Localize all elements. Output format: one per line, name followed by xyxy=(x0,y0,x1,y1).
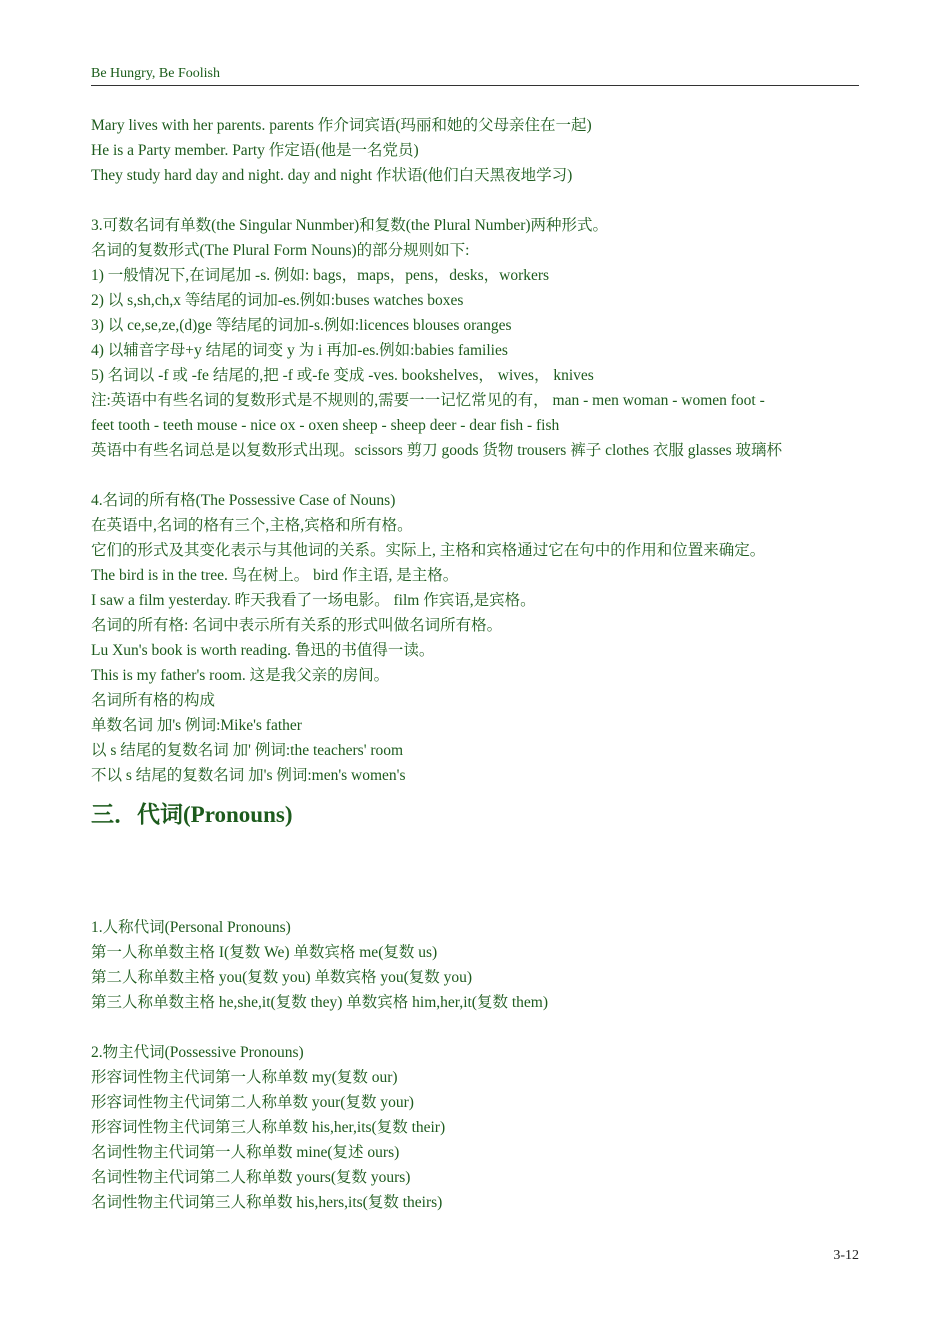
text-line: 名词的复数形式(The Plural Form Nouns)的部分规则如下: xyxy=(91,242,470,259)
section-possessive-pronouns xyxy=(91,1040,861,1215)
section-personal-pronouns xyxy=(91,915,861,1015)
text-line: Mary lives with her parents. parents 作介词宾语(玛丽和她的父母亲住在一起) xyxy=(91,117,592,134)
text-line: 第一人称单数主格 I(复数 We) 单数宾格 me(复数 us) xyxy=(91,944,438,961)
text-line: This is my father's room. 这是我父亲的房间。 xyxy=(91,667,390,684)
blank-line xyxy=(91,463,861,488)
text-line: 第三人称单数主格 he,she,it(复数 they) 单数宾格 him,her,it(复数 them) xyxy=(91,994,549,1011)
text-line: feet tooth - teeth mouse - nice ox - oxen sheep - sheep deer - dear fish - fish xyxy=(91,417,560,434)
text-line: 4) 以辅音字母+y 结尾的词变 y 为 i 再加-es.例如:babies families xyxy=(91,342,508,359)
text-line: 第二人称单数主格 you(复数 you) 单数宾格 you(复数 you) xyxy=(91,969,473,986)
text-line: 名词的所有格: 名词中表示所有关系的形式叫做名词所有格。 xyxy=(91,617,503,634)
text-line: 名词所有格的构成 xyxy=(91,692,216,709)
text-line: 以 s 结尾的复数名词 加' 例词:the teachers' room xyxy=(91,742,404,759)
text-line: 单数名词 加's 例词:Mike's father xyxy=(91,717,302,734)
text-line: I saw a film yesterday. 昨天我看了一场电影。 film 作宾语,是宾格。 xyxy=(91,592,536,609)
text-line: 2) 以 s,sh,ch,x 等结尾的词加-es.例如:buses watches boxes xyxy=(91,292,464,309)
spacer xyxy=(91,840,861,915)
text-line: 1) 一般情况下,在词尾加 -s. 例如: bags，maps，pens，desks，workers xyxy=(91,267,550,284)
text-line: 4.名词的所有格(The Possessive Case of Nouns) xyxy=(91,492,396,509)
text-line: 形容词性物主代词第一人称单数 my(复数 our) xyxy=(91,1069,398,1086)
page-number: 3-12 xyxy=(833,1248,859,1263)
text-line: The bird is in the tree. 鸟在树上。 bird 作主语, 是主格。 xyxy=(91,567,459,584)
text-line: 它们的形式及其变化表示与其他词的关系。实际上, 主格和宾格通过它在句中的作用和位置来确定。 xyxy=(91,542,766,559)
section-possessive-case xyxy=(91,488,861,788)
text-line: 不以 s 结尾的复数名词 加's 例词:men's women's xyxy=(91,767,406,784)
text-line: Lu Xun's book is worth reading. 鲁迅的书值得一读。 xyxy=(91,642,435,659)
text-line: 5) 名词以 -f 或 -fe 结尾的,把 -f 或-fe 变成 -ves. bookshelves， wives， knives xyxy=(91,367,594,384)
text-line: 名词性物主代词第一人称单数 mine(复述 ours) xyxy=(91,1144,400,1161)
blank-line xyxy=(91,1015,861,1040)
text-line: 形容词性物主代词第二人称单数 your(复数 your) xyxy=(91,1094,414,1111)
text-line: They study hard day and night. day and night 作状语(他们白天黑夜地学习) xyxy=(91,167,573,184)
text-line: 英语中有些名词总是以复数形式出现。scissors 剪刀 goods 货物 trousers 裤子 clothes 衣服 glasses 玻璃杯 xyxy=(91,442,783,459)
text-line: 名词性物主代词第二人称单数 yours(复数 yours) xyxy=(91,1169,411,1186)
text-line: 注:英语中有些名词的复数形式是不规则的,需要一一记忆常见的有， man - men woman - women foot - xyxy=(91,392,765,409)
section-plural-nouns xyxy=(91,213,861,463)
page-header xyxy=(91,66,859,86)
document-body xyxy=(91,113,861,1215)
text-line: 1.人称代词(Personal Pronouns) xyxy=(91,919,291,936)
text-line: 名词性物主代词第三人称单数 his,hers,its(复数 theirs) xyxy=(91,1194,443,1211)
text-line: 形容词性物主代词第三人称单数 his,her,its(复数 their) xyxy=(91,1119,446,1136)
blank-line xyxy=(91,188,861,213)
text-line: 2.物主代词(Possessive Pronouns) xyxy=(91,1044,304,1061)
text-line: 在英语中,名词的格有三个,主格,宾格和所有格。 xyxy=(91,517,413,534)
text-line: He is a Party member. Party 作定语(他是一名党员) xyxy=(91,142,419,159)
section-noun-functions xyxy=(91,113,861,188)
header-text: Be Hungry, Be Foolish xyxy=(91,66,220,81)
text-line: 3.可数名词有单数(the Singular Nunmber)和复数(the Plural Number)两种形式。 xyxy=(91,217,609,234)
section-heading-pronouns: 三．代词(Pronouns) xyxy=(91,802,293,827)
text-line: 3) 以 ce,se,ze,(d)ge 等结尾的词加-s.例如:licences blouses oranges xyxy=(91,317,512,334)
